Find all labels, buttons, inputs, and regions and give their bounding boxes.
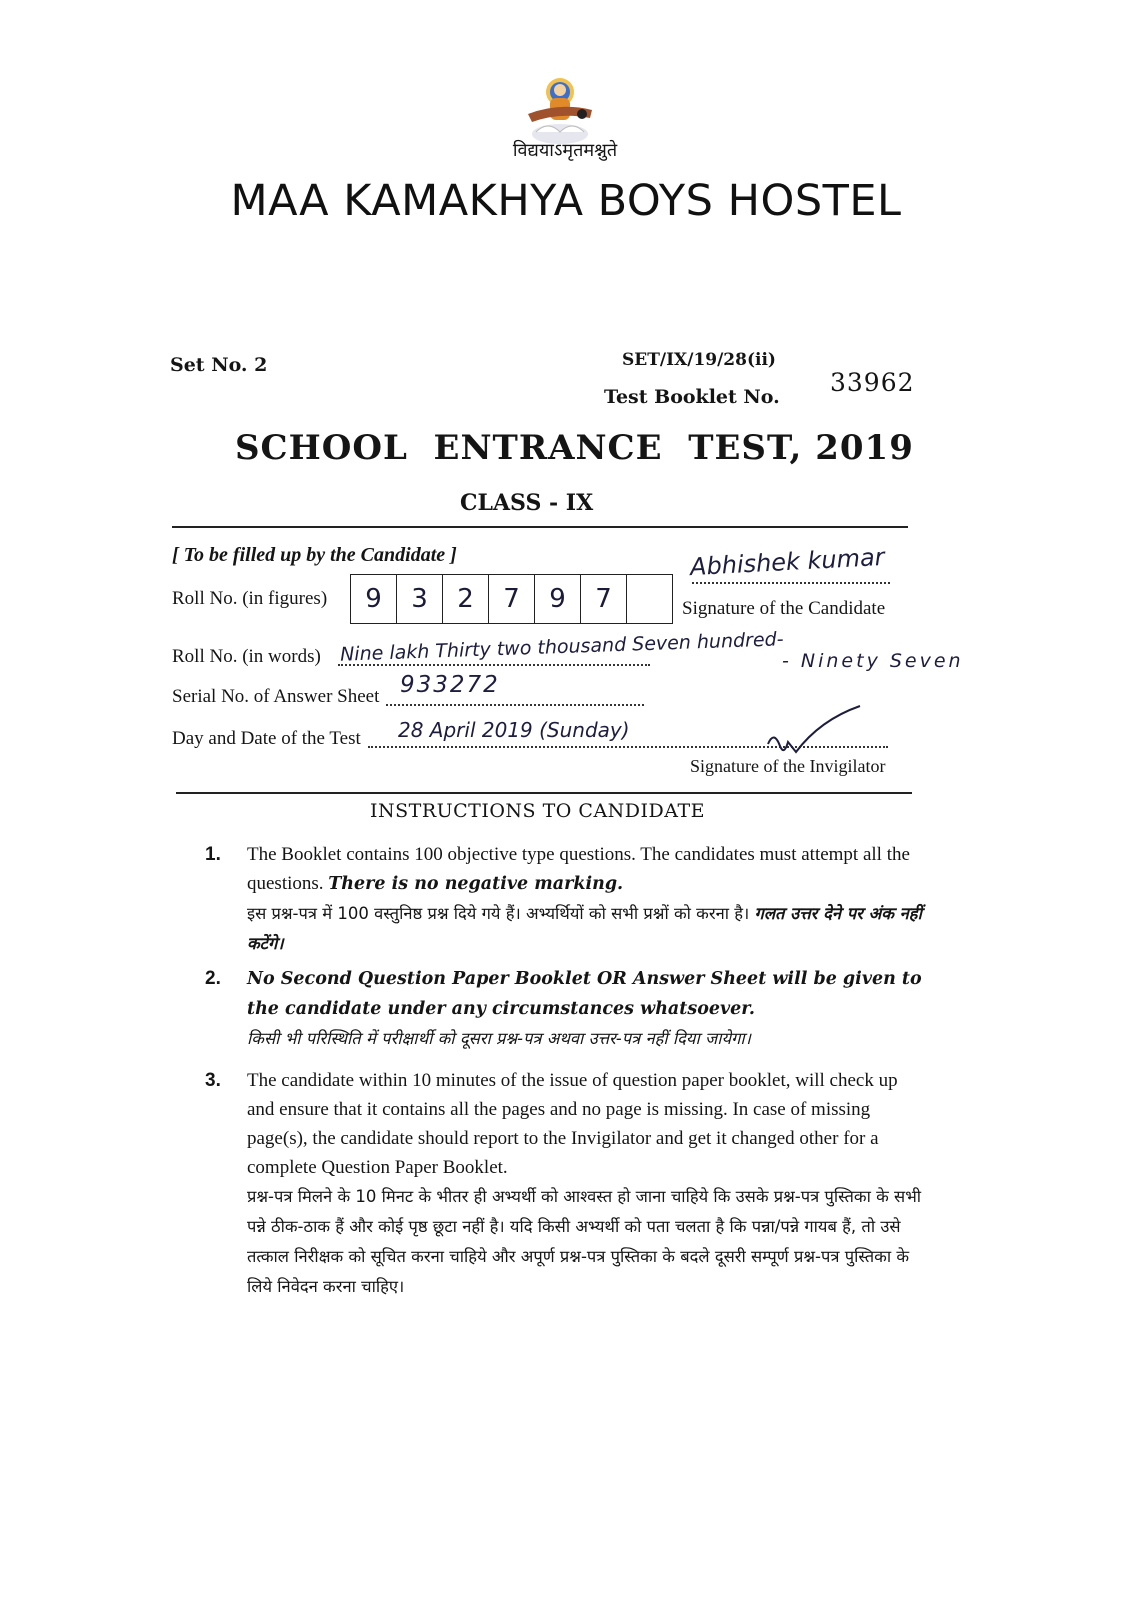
instruction-text-hi: प्रश्न-पत्र मिलने के 10 मिनट के भीतर ही अभ्यर्थी को आश्वस्त हो जाना चाहिये कि उसके प्रश्न-पत्र पुस्तिका के सभी पन्ने ठीक-ठाक हैं और कोई पृष्ठ छूटा नहीं है। यदि किसी अभ्यर्थी को पता चलता है कि पन्ना/पन्ने गायब हैं, तो उसे तत्काल निरीक्षक को सूचित करना चाहिये और अपूर्ण प्रश्न-पत्र पुस्तिका के बदले दूसरी सम्पूर्ण प्रश्न-पत्र पुस्तिका के लिये निवेदन करना चाहिए।	[247, 1187, 922, 1296]
test-date-value[interactable]: 28 April 2019 (Sunday)	[398, 718, 630, 742]
instruction-number: 3.	[205, 1070, 221, 1091]
serial-number-label: Serial No. of Answer Sheet	[172, 686, 380, 707]
instruction-text-hi: इस प्रश्न-पत्र में 100 वस्तुनिष्ठ प्रश्न दिये गये हैं। अभ्यर्थियों को सभी प्रश्नों को करना है।	[247, 904, 750, 923]
roll-digit-box[interactable]	[627, 575, 672, 623]
instructions-title: INSTRUCTIONS TO CANDIDATE	[370, 800, 705, 822]
test-date-label: Day and Date of the Test	[172, 728, 361, 749]
roll-number-boxes[interactable]	[350, 574, 673, 624]
divider-top	[172, 526, 908, 528]
divider-bottom	[176, 792, 912, 794]
booklet-number-label: Test Booklet No.	[604, 386, 780, 408]
roll-words-label: Roll No. (in words)	[172, 646, 321, 667]
serial-number-line	[386, 704, 644, 706]
roll-words-value-continued[interactable]: - Ninety Seven	[782, 650, 964, 672]
instruction-item-1	[205, 840, 925, 959]
roll-digit-box[interactable]: 2	[443, 575, 489, 623]
exam-title: SCHOOL ENTRANCE TEST, 2019	[235, 428, 914, 468]
sanskrit-motto: विद्ययाऽमृतमश्नुते	[512, 140, 618, 161]
roll-words-value[interactable]: Nine lakh Thirty two thousand Seven hundred-	[339, 628, 784, 666]
roll-digit-box[interactable]: 3	[397, 575, 443, 623]
roll-digit-box[interactable]: 7	[489, 575, 535, 623]
roll-digit-box[interactable]: 7	[581, 575, 627, 623]
candidate-signature-label: Signature of the Candidate	[682, 598, 886, 619]
instruction-text-en: The Booklet contains 100 objective type questions. The candidates must attempt all the questions.	[247, 844, 910, 894]
instruction-emphasis-en: There is no negative marking.	[328, 874, 624, 894]
invigilator-signature-label: Signature of the Invigilator	[690, 756, 886, 776]
instruction-emphasis-en: No Second Question Paper Booklet OR Answer Sheet will be given to the candidate under any circumstances whatsoever.	[247, 969, 922, 1019]
instruction-number: 2.	[205, 968, 221, 989]
instruction-item-3	[205, 1066, 925, 1302]
roll-digit-box[interactable]: 9	[351, 575, 397, 623]
instruction-emphasis-hi: किसी भी परिस्थिति में परीक्षार्थी को दूसरा प्रश्न-पत्र अथवा उत्तर-पत्र नहीं दिया जायेगा।	[247, 1029, 751, 1048]
candidate-signature[interactable]: Abhishek kumar	[689, 542, 886, 582]
instruction-emphasis-hi: गलत उत्तर देने पर अंक नहीं कटेंगे।	[247, 904, 922, 953]
roll-digit-box[interactable]: 9	[535, 575, 581, 623]
set-code: SET/IX/19/28(ii)	[622, 350, 776, 370]
candidate-signature-line	[692, 582, 890, 584]
instruction-item-2	[205, 964, 925, 1054]
instruction-text-en: The candidate within 10 minutes of the issue of question paper booklet, will check up and ensure that it contains all the pages and no page is missing. In case of missing page(s), the candidate should report to the Invigilator and get it changed other for a complete Question Paper Booklet.	[247, 1070, 898, 1178]
instruction-number: 1.	[205, 844, 221, 865]
set-number: Set No. 2	[170, 354, 268, 376]
roll-words-line	[338, 664, 650, 666]
booklet-number: 33962	[830, 368, 915, 397]
roll-figures-label: Roll No. (in figures)	[172, 588, 328, 609]
fill-instruction-note: [ To be filled up by the Candidate ]	[172, 544, 457, 566]
serial-number-value[interactable]: 933272	[400, 672, 500, 698]
hostel-name: MAA KAMAKHYA BOYS HOSTEL	[230, 176, 902, 226]
class-title: CLASS - IX	[460, 490, 594, 516]
